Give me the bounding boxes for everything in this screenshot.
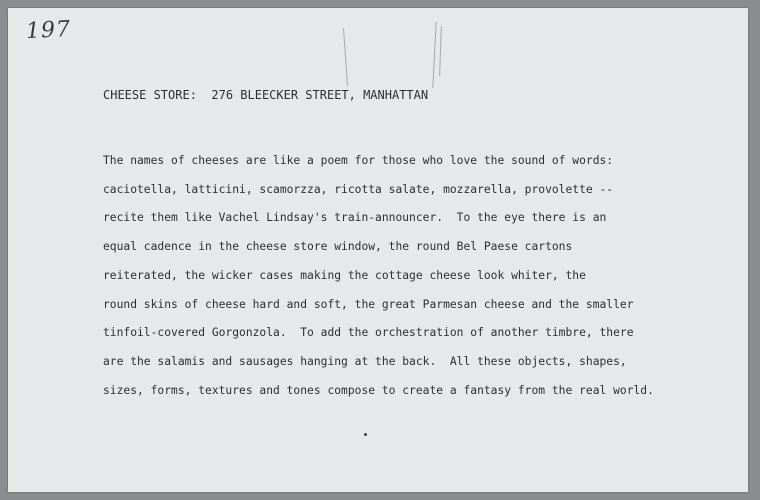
text-line: equal cadence in the cheese store window, the round Bel Paese cartons [103, 240, 573, 254]
body-paragraph [103, 147, 743, 405]
text-line: are the salamis and sausages hanging at the back. All these objects, shapes, [103, 354, 627, 368]
ink-dot [364, 433, 367, 436]
paper-crease [432, 22, 436, 88]
text-line: recite them like Vachel Lindsay's train-announcer. To the eye there is an [103, 211, 607, 225]
document-page [8, 8, 748, 492]
document-heading: CHEESE STORE: 276 BLEECKER STREET, MANHATTAN [103, 88, 429, 102]
text-line: sizes, forms, textures and tones compose to create a fantasy from the real world. [103, 383, 654, 397]
text-line: tinfoil-covered Gorgonzola. To add the orchestration of another timbre, there [103, 326, 634, 340]
text-line: round skins of cheese hard and soft, the great Parmesan cheese and the smaller [103, 297, 634, 311]
text-line: The names of cheeses are like a poem for those who love the sound of words: [103, 154, 614, 167]
handwritten-page-number: 197 [25, 16, 72, 45]
paper-crease [439, 26, 442, 76]
text-line: caciotella, latticini, scamorzza, ricotta salate, mozzarella, provolette -- [103, 182, 614, 196]
text-line: reiterated, the wicker cases making the cottage cheese look whiter, the [103, 268, 586, 282]
paper-crease [343, 28, 348, 86]
